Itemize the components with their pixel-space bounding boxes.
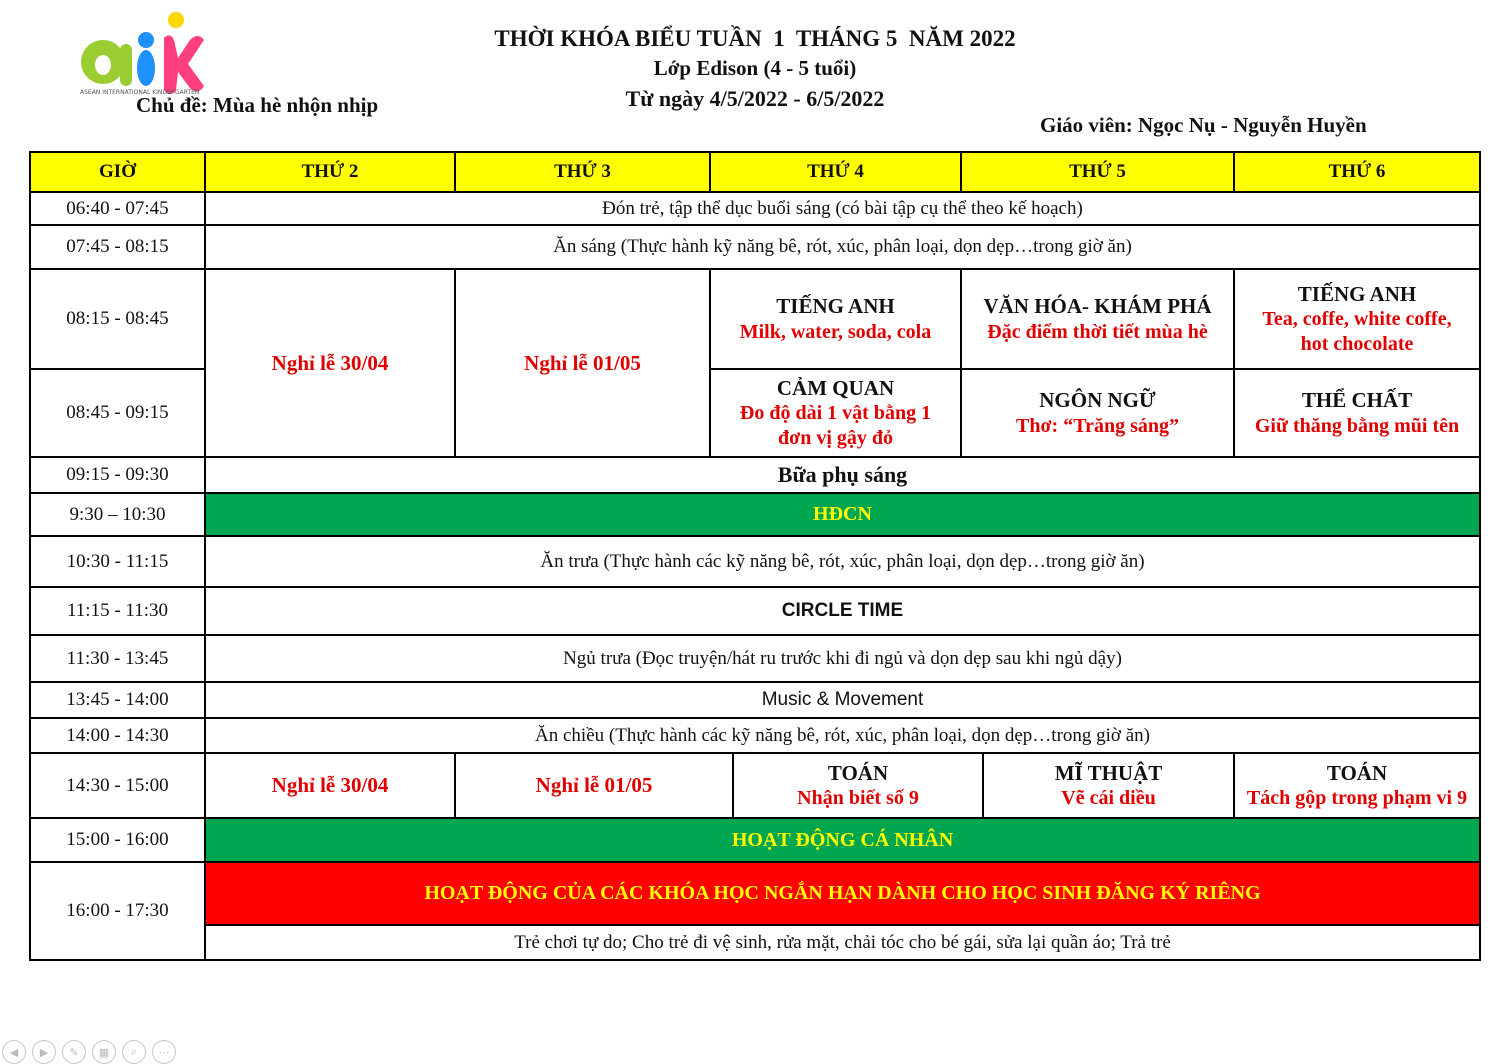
date-range: Từ ngày 4/5/2022 - 6/5/2022 xyxy=(625,86,885,111)
lesson-detail: Tea, coffe, white coffe, xyxy=(1262,308,1452,331)
holiday-mon-morning: Nghỉ lễ 30/04 xyxy=(271,350,389,375)
col-header-time: GIỜ xyxy=(30,152,205,192)
time-cell: 11:30 - 13:45 xyxy=(66,647,169,669)
lesson-detail: Nhận biết số 9 xyxy=(797,787,919,810)
logo-caption: ASEAN INTERNATIONAL KINDERGARTEN xyxy=(80,89,200,96)
lesson-subject: TIẾNG ANH xyxy=(776,294,895,319)
lesson-wed-afternoon xyxy=(733,753,983,818)
previous-icon[interactable]: ◀ xyxy=(2,1040,26,1064)
more-options-icon[interactable]: ⋯ xyxy=(152,1040,176,1064)
time-cell: 10:30 - 11:15 xyxy=(66,550,169,572)
lesson-thu-1 xyxy=(961,269,1234,369)
time-cell: 06:40 - 07:45 xyxy=(66,197,169,219)
time-cell: 9:30 – 10:30 xyxy=(69,503,166,525)
zoom-icon[interactable]: ⌕ xyxy=(122,1040,146,1064)
lesson-subject: TOÁN xyxy=(827,760,889,785)
holiday-mon-afternoon: Nghỉ lễ 30/04 xyxy=(271,773,389,798)
snack-activity: Bữa phụ sáng xyxy=(777,462,908,488)
lesson-subject: TOÁN xyxy=(1326,760,1388,785)
holiday-tue-morning: Nghỉ lễ 01/05 xyxy=(524,350,641,375)
time-cell: 08:45 - 09:15 xyxy=(66,402,169,424)
slideshow-toolbar xyxy=(0,1040,232,1064)
lesson-subject: NGÔN NGỮ xyxy=(1039,388,1156,413)
time-cell: 09:15 - 09:30 xyxy=(66,464,169,486)
time-cell: 13:45 - 14:00 xyxy=(66,689,169,711)
teacher-label: Giáo viên: Ngọc Nụ - Nguyễn Huyền xyxy=(1040,113,1367,137)
lesson-detail: hot chocolate xyxy=(1300,333,1414,356)
lesson-detail: Tách gộp trong phạm vi 9 xyxy=(1246,787,1468,810)
lesson-fri-1 xyxy=(1234,269,1480,369)
lesson-subject: VĂN HÓA- KHÁM PHÁ xyxy=(983,294,1212,319)
short-courses-activity: HOẠT ĐỘNG CỦA CÁC KHÓA HỌC NGẮN HẠN DÀNH CHO HỌC SINH ĐĂNG KÝ RIÊNG xyxy=(205,862,1480,925)
circle-time: CIRCLE TIME xyxy=(781,600,904,622)
lesson-subject: THỂ CHẤT xyxy=(1301,388,1413,413)
time-cell: 16:00 - 17:30 xyxy=(66,900,169,922)
topic-label: Chủ đề: Mùa hè nhộn nhịp xyxy=(136,93,379,117)
nap-activity: Ngủ trưa (Đọc truyện/hát ru trước khi đi ngủ và dọn dẹp sau khi ngủ dậy) xyxy=(563,647,1122,669)
col-header-thu: THỨ 5 xyxy=(961,152,1234,192)
music-activity: Music & Movement xyxy=(761,689,924,711)
time-cell: 11:15 - 11:30 xyxy=(67,600,168,622)
holiday-tue-afternoon: Nghỉ lễ 01/05 xyxy=(535,773,653,798)
time-cell: 08:15 - 08:45 xyxy=(66,308,169,330)
time-cell: 15:00 - 16:00 xyxy=(66,829,169,851)
lesson-subject: TIẾNG ANH xyxy=(1297,281,1417,306)
lesson-detail: Milk, water, soda, cola xyxy=(739,320,932,343)
col-header-wed: THỨ 4 xyxy=(710,152,961,192)
lesson-wed-1 xyxy=(710,269,961,369)
lesson-detail: đơn vị gậy đỏ xyxy=(778,427,893,450)
lesson-thu-afternoon xyxy=(983,753,1234,818)
time-cell: 14:00 - 14:30 xyxy=(66,724,169,746)
afternoon-snack-activity: Ăn chiều (Thực hành các kỹ năng bê, rót, xúc, phân loại, dọn dẹp…trong giờ ăn) xyxy=(535,724,1150,746)
lesson-detail: Đặc điểm thời tiết mùa hè xyxy=(987,320,1208,343)
lesson-detail: Giữ thăng bằng mũi tên xyxy=(1254,414,1460,437)
breakfast-activity: Ăn sáng (Thực hành kỹ năng bê, rót, xúc, phân loại, dọn dẹp…trong giờ ăn) xyxy=(553,236,1132,258)
lesson-detail: Vẽ cái diều xyxy=(1061,787,1156,810)
morning-activity: Đón trẻ, tập thể dục buổi sáng (có bài tập cụ thể theo kế hoạch) xyxy=(602,197,1083,219)
lesson-detail: Thơ: “Trăng sáng” xyxy=(1016,414,1179,437)
time-cell: 14:30 - 15:00 xyxy=(66,774,169,796)
lesson-thu-2 xyxy=(961,369,1234,457)
pen-icon[interactable]: ✎ xyxy=(62,1040,86,1064)
next-icon[interactable]: ▶ xyxy=(32,1040,56,1064)
lesson-fri-afternoon xyxy=(1234,753,1480,818)
col-header-mon: THỨ 2 xyxy=(205,152,455,192)
lunch-activity: Ăn trưa (Thực hành các kỹ năng bê, rót, xúc, phân loại, dọn dẹp…trong giờ ăn) xyxy=(540,550,1145,572)
lesson-subject: CẢM QUAN xyxy=(776,375,895,400)
time-cell: 07:45 - 08:15 xyxy=(66,236,169,258)
free-play-activity: Trẻ chơi tự do; Cho trẻ đi vệ sinh, rửa mặt, chải tóc cho bé gái, sửa lại quần áo; Trả trẻ xyxy=(514,931,1171,953)
class-name: Lớp Edison (4 - 5 tuổi) xyxy=(653,56,857,80)
col-header-fri: THỨ 6 xyxy=(1234,152,1480,192)
page-title: THỜI KHÓA BIỂU TUẦN 1 THÁNG 5 NĂM 2022 xyxy=(494,26,1016,51)
lesson-wed-2 xyxy=(710,369,961,457)
grid-view-icon[interactable]: ▦ xyxy=(92,1040,116,1064)
col-header-tue: THỨ 3 xyxy=(455,152,710,192)
lesson-fri-2 xyxy=(1234,369,1480,457)
lesson-detail: Đo độ dài 1 vật bằng 1 xyxy=(739,402,932,425)
lesson-subject: MĨ THUẬT xyxy=(1054,760,1163,785)
hdcn-activity: HĐCN xyxy=(205,493,1480,536)
individual-activity: HOẠT ĐỘNG CÁ NHÂN xyxy=(205,818,1480,862)
